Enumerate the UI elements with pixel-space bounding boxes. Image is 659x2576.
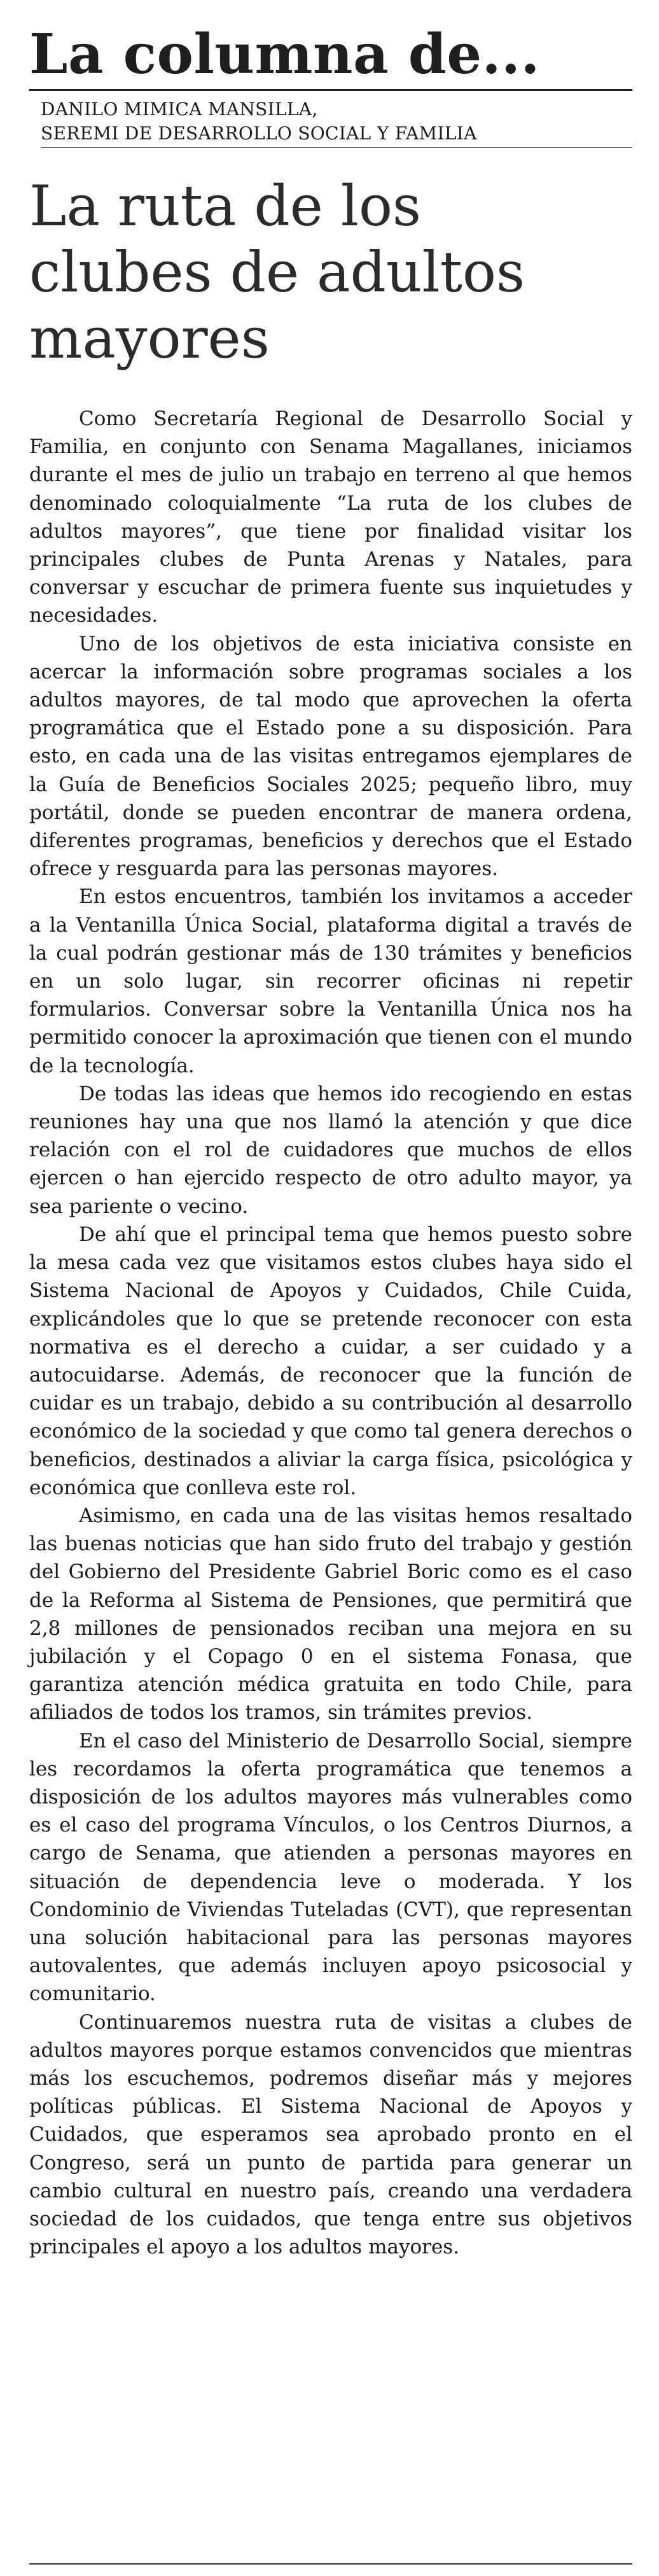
paragraph: En el caso del Ministerio de Desarrollo Social, siempre les recordamos la oferta programática que tenemos a disposición de los adultos mayores más vulnerables como es el caso del programa Vínculos, o los Centros Diurnos, a cargo de Senama, que atienden a personas mayores en situación de dependencia leve o moderada. Y los Condominio de Viviendas Tuteladas (CVT), que representan una solución habitacional para las personas mayores autovalentes, que además incluyen apoyo psicosocial y comunitario. <box>29 1729 632 2006</box>
paragraph: En estos encuentros, también los invitamos a acceder a la Ventanilla Única Social, plataforma digital a través de la cual podrán gestionar más de 130 trámites y beneficios en un solo lugar, sin recorrer oficinas ni repetir formularios. Conversar sobre la Ventanilla Única nos ha permitido conocer la aproximación que tienen con el mundo de la tecnología. <box>29 885 632 1077</box>
section-rule <box>29 89 632 91</box>
paragraph: Como Secretaría Regional de Desarrollo Social y Familia, en conjunto con Senama Magallanes, iniciamos durante el mes de julio un trabajo en terreno al que hemos denominado coloquialmente “La ruta de los clubes de adultos mayores”, que tiene por finalidad visitar los principales clubes de Punta Arenas y Natales, para conversar y escuchar de primera fuente sus inquietudes y necesidades. <box>29 407 632 627</box>
paragraph: De ahí que el principal tema que hemos puesto sobre la mesa cada vez que visitamos estos clubes haya sido el Sistema Nacional de Apoyos y Cuidados, Chile Cuida, explicándoles que lo que se pretende reconocer con esta normativa es el derecho a cuidar, a ser cuidado y a autocuidarse. Además, de reconocer que la función de cuidar es un trabajo, debido a su contribución al desarrollo económico de la sociedad y que como tal genera derechos o beneficios, destinados a aliviar la carga física, psicológica y económica que conlleva este rol. <box>29 1222 632 1499</box>
paragraph: Continuaremos nuestra ruta de visitas a clubes de adultos mayores porque estamos convencidos que mientras más los escuchemos, podremos diseñar más y mejores políticas públicas. El Sistema Nacional de Apoyos y Cuidados, que esperamos sea aprobado pronto en el Congreso, será un punto de partida para generar un cambio cultural en nuestro país, creando una verdadera sociedad de los cuidados, que tenga entre sus objetivos principales el apoyo a los adultos mayores. <box>29 2010 632 2259</box>
paragraph: Uno de los objetivos de esta iniciativa consiste en acercar la información sobre programas sociales a los adultos mayores, de tal modo que aprovechen la oferta programática que el Estado pone a su disposición. Para esto, en cada una de las visitas entregamos ejemplares de la Guía de Beneficios Sociales 2025; pequeño libro, muy portátil, donde se pueden encontrar de manera ordena, diferentes programas, beneficios y derechos que el Estado ofrece y resguarda para las personas mayores. <box>29 632 632 881</box>
byline-rule <box>41 147 632 148</box>
article-headline: La ruta de los clubes de adultos mayores <box>29 173 525 371</box>
section-title: La columna de... <box>29 22 540 87</box>
author-name: DANILO MIMICA MANSILLA, <box>41 99 318 120</box>
author-role: SEREMI DE DESARROLLO SOCIAL Y FAMILIA <box>41 123 477 144</box>
paragraph: Asimismo, en cada una de las visitas hemos resaltado las buenas noticias que han sido fruto del trabajo y gestión del Gobierno del Presidente Gabriel Boric como es el caso de la Reforma al Sistema de Pensiones, que permitirá que 2,8 millones de pensionados reciban una mejora en su jubilación y el Copago 0 en el sistema Fonasa, que garantiza atención médica gratuita en todo Chile, para afiliados de todos los tramos, sin trámites previos. <box>29 1504 632 1725</box>
footer-rule <box>29 2563 632 2565</box>
article-body <box>29 405 632 2261</box>
paragraph: De todas las ideas que hemos ido recogiendo en estas reuniones hay una que nos llamó la atención y que dice relación con el rol de cuidadores que muchos de ellos ejercen o han ejercido respecto de otro adulto mayor, ya sea pariente o vecino. <box>29 1082 632 1218</box>
